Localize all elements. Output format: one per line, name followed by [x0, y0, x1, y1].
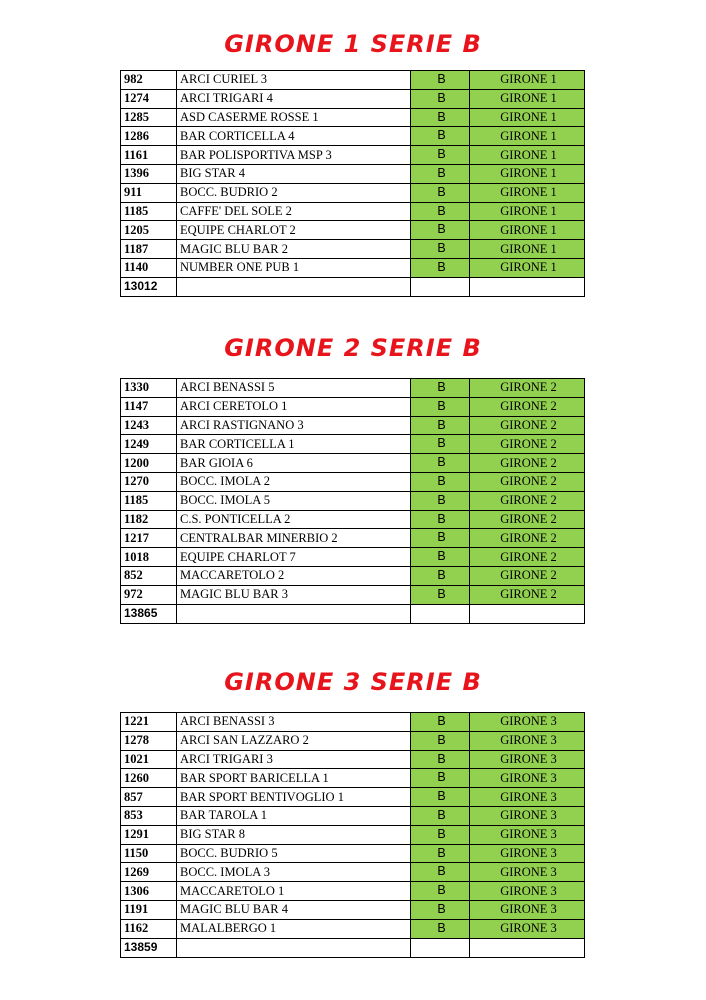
serie-cell: B: [411, 510, 470, 529]
serie-cell: B: [411, 221, 470, 240]
team-code-cell: 1182: [121, 510, 177, 529]
team-name-cell: MAGIC BLU BAR 4: [177, 900, 411, 919]
table-row: [121, 435, 585, 454]
table-row: [121, 202, 585, 221]
group-title: GIRONE 2 SERIE B: [224, 334, 482, 362]
table-row: [121, 844, 585, 863]
team-code-cell: 972: [121, 585, 177, 604]
girone-cell: GIRONE 1: [470, 202, 585, 221]
girone-cell: GIRONE 2: [470, 548, 585, 567]
table-row: [121, 585, 585, 604]
serie-cell: B: [411, 240, 470, 259]
team-name-cell: ARCI TRIGARI 3: [177, 750, 411, 769]
team-code-cell: 1191: [121, 900, 177, 919]
girone-cell: GIRONE 2: [470, 491, 585, 510]
team-code-cell: 1291: [121, 825, 177, 844]
table-row: [121, 472, 585, 491]
team-name-cell: BOCC. IMOLA 5: [177, 491, 411, 510]
group-title: GIRONE 3 SERIE B: [224, 668, 482, 696]
table-row: [121, 806, 585, 825]
empty-cell: [177, 277, 411, 296]
group-title: GIRONE 1 SERIE B: [224, 30, 482, 58]
team-code-cell: 1249: [121, 435, 177, 454]
table-row: [121, 416, 585, 435]
table-row: [121, 882, 585, 901]
team-code-cell: 1396: [121, 164, 177, 183]
girone-cell: GIRONE 1: [470, 240, 585, 259]
team-code-cell: 1161: [121, 146, 177, 165]
team-code-cell: 1286: [121, 127, 177, 146]
table-row: [121, 548, 585, 567]
team-name-cell: ARCI BENASSI 3: [177, 713, 411, 732]
serie-cell: B: [411, 844, 470, 863]
girone-cell: GIRONE 2: [470, 379, 585, 398]
team-code-cell: 1150: [121, 844, 177, 863]
team-code-cell: 1306: [121, 882, 177, 901]
group-table: [120, 712, 585, 958]
empty-cell: [470, 277, 585, 296]
table-row: [121, 258, 585, 277]
serie-cell: B: [411, 435, 470, 454]
team-code-cell: 1278: [121, 731, 177, 750]
serie-cell: B: [411, 491, 470, 510]
serie-cell: B: [411, 258, 470, 277]
table-row: [121, 89, 585, 108]
serie-cell: B: [411, 202, 470, 221]
team-code-cell: 1260: [121, 769, 177, 788]
serie-cell: B: [411, 164, 470, 183]
team-name-cell: BOCC. IMOLA 2: [177, 472, 411, 491]
girone-cell: GIRONE 2: [470, 416, 585, 435]
table-row: [121, 146, 585, 165]
team-code-cell: 1217: [121, 529, 177, 548]
team-name-cell: BAR CORTICELLA 4: [177, 127, 411, 146]
table-row: [121, 454, 585, 473]
empty-cell: [411, 938, 470, 957]
girone-cell: GIRONE 3: [470, 731, 585, 750]
table-row: [121, 127, 585, 146]
girone-cell: GIRONE 2: [470, 435, 585, 454]
team-code-cell: 982: [121, 71, 177, 90]
empty-cell: [411, 277, 470, 296]
girone-cell: GIRONE 1: [470, 108, 585, 127]
empty-cell: [177, 938, 411, 957]
table-row: [121, 566, 585, 585]
team-name-cell: ASD CASERME ROSSE 1: [177, 108, 411, 127]
group-table: [120, 378, 585, 624]
girone-cell: GIRONE 2: [470, 510, 585, 529]
girone-cell: GIRONE 1: [470, 258, 585, 277]
serie-cell: B: [411, 472, 470, 491]
serie-cell: B: [411, 825, 470, 844]
total-row: [121, 277, 585, 296]
team-name-cell: CAFFE' DEL SOLE 2: [177, 202, 411, 221]
team-code-cell: 1269: [121, 863, 177, 882]
team-code-cell: 1140: [121, 258, 177, 277]
serie-cell: B: [411, 585, 470, 604]
team-name-cell: ARCI CERETOLO 1: [177, 397, 411, 416]
empty-cell: [470, 938, 585, 957]
team-name-cell: NUMBER ONE PUB 1: [177, 258, 411, 277]
table-row: [121, 164, 585, 183]
serie-cell: B: [411, 769, 470, 788]
serie-cell: B: [411, 183, 470, 202]
team-code-cell: 1021: [121, 750, 177, 769]
table-row: [121, 713, 585, 732]
serie-cell: B: [411, 454, 470, 473]
team-name-cell: BIG STAR 8: [177, 825, 411, 844]
serie-cell: B: [411, 788, 470, 807]
team-name-cell: C.S. PONTICELLA 2: [177, 510, 411, 529]
team-code-cell: 1162: [121, 919, 177, 938]
team-code-cell: 1205: [121, 221, 177, 240]
team-code-cell: 1221: [121, 713, 177, 732]
girone-cell: GIRONE 1: [470, 164, 585, 183]
serie-cell: B: [411, 397, 470, 416]
serie-cell: B: [411, 750, 470, 769]
girone-cell: GIRONE 3: [470, 806, 585, 825]
team-name-cell: BAR GIOIA 6: [177, 454, 411, 473]
team-name-cell: MALALBERGO 1: [177, 919, 411, 938]
table-row: [121, 731, 585, 750]
total-value-cell: 13012: [121, 277, 177, 296]
table-row: [121, 825, 585, 844]
team-name-cell: ARCI TRIGARI 4: [177, 89, 411, 108]
girone-cell: GIRONE 1: [470, 89, 585, 108]
team-name-cell: BAR POLISPORTIVA MSP 3: [177, 146, 411, 165]
serie-cell: B: [411, 863, 470, 882]
serie-cell: B: [411, 529, 470, 548]
team-name-cell: EQUIPE CHARLOT 7: [177, 548, 411, 567]
team-code-cell: 1274: [121, 89, 177, 108]
team-name-cell: MAGIC BLU BAR 3: [177, 585, 411, 604]
table-row: [121, 769, 585, 788]
girone-cell: GIRONE 2: [470, 529, 585, 548]
girone-cell: GIRONE 1: [470, 146, 585, 165]
serie-cell: B: [411, 731, 470, 750]
team-name-cell: MACCARETOLO 2: [177, 566, 411, 585]
table-row: [121, 221, 585, 240]
group-table: [120, 70, 585, 297]
serie-cell: B: [411, 379, 470, 398]
table-row: [121, 788, 585, 807]
serie-cell: B: [411, 89, 470, 108]
girone-cell: GIRONE 3: [470, 882, 585, 901]
girone-cell: GIRONE 3: [470, 825, 585, 844]
team-name-cell: BAR SPORT BENTIVOGLIO 1: [177, 788, 411, 807]
team-name-cell: EQUIPE CHARLOT 2: [177, 221, 411, 240]
table-row: [121, 863, 585, 882]
serie-cell: B: [411, 416, 470, 435]
total-row: [121, 938, 585, 957]
serie-cell: B: [411, 900, 470, 919]
table-row: [121, 240, 585, 259]
team-code-cell: 1147: [121, 397, 177, 416]
team-name-cell: BOCC. BUDRIO 5: [177, 844, 411, 863]
team-name-cell: MAGIC BLU BAR 2: [177, 240, 411, 259]
total-value-cell: 13865: [121, 604, 177, 623]
girone-cell: GIRONE 2: [470, 472, 585, 491]
team-name-cell: MACCARETOLO 1: [177, 882, 411, 901]
table-row: [121, 183, 585, 202]
team-code-cell: 853: [121, 806, 177, 825]
table-row: [121, 71, 585, 90]
serie-cell: B: [411, 713, 470, 732]
serie-cell: B: [411, 806, 470, 825]
table-row: [121, 108, 585, 127]
girone-cell: GIRONE 1: [470, 221, 585, 240]
girone-cell: GIRONE 3: [470, 863, 585, 882]
girone-cell: GIRONE 3: [470, 750, 585, 769]
serie-cell: B: [411, 108, 470, 127]
team-name-cell: BAR CORTICELLA 1: [177, 435, 411, 454]
table-row: [121, 919, 585, 938]
team-code-cell: 911: [121, 183, 177, 202]
serie-cell: B: [411, 127, 470, 146]
team-code-cell: 1185: [121, 491, 177, 510]
girone-cell: GIRONE 1: [470, 183, 585, 202]
table-row: [121, 900, 585, 919]
girone-cell: GIRONE 3: [470, 788, 585, 807]
team-name-cell: ARCI RASTIGNANO 3: [177, 416, 411, 435]
team-code-cell: 1243: [121, 416, 177, 435]
girone-cell: GIRONE 2: [470, 397, 585, 416]
total-value-cell: 13859: [121, 938, 177, 957]
team-name-cell: ARCI CURIEL 3: [177, 71, 411, 90]
empty-cell: [411, 604, 470, 623]
girone-cell: GIRONE 1: [470, 71, 585, 90]
table-row: [121, 379, 585, 398]
team-code-cell: 1200: [121, 454, 177, 473]
team-code-cell: 857: [121, 788, 177, 807]
team-code-cell: 1285: [121, 108, 177, 127]
girone-cell: GIRONE 2: [470, 454, 585, 473]
team-name-cell: ARCI SAN LAZZARO 2: [177, 731, 411, 750]
team-code-cell: 1270: [121, 472, 177, 491]
girone-cell: GIRONE 2: [470, 585, 585, 604]
serie-cell: B: [411, 548, 470, 567]
serie-cell: B: [411, 919, 470, 938]
serie-cell: B: [411, 71, 470, 90]
team-name-cell: CENTRALBAR MINERBIO 2: [177, 529, 411, 548]
team-name-cell: BIG STAR 4: [177, 164, 411, 183]
girone-cell: GIRONE 2: [470, 566, 585, 585]
serie-cell: B: [411, 146, 470, 165]
table-row: [121, 750, 585, 769]
table-row: [121, 510, 585, 529]
empty-cell: [470, 604, 585, 623]
team-name-cell: BAR SPORT BARICELLA 1: [177, 769, 411, 788]
team-code-cell: 852: [121, 566, 177, 585]
team-code-cell: 1330: [121, 379, 177, 398]
table-row: [121, 529, 585, 548]
table-row: [121, 397, 585, 416]
table-row: [121, 491, 585, 510]
girone-cell: GIRONE 3: [470, 713, 585, 732]
girone-cell: GIRONE 3: [470, 919, 585, 938]
team-name-cell: BOCC. BUDRIO 2: [177, 183, 411, 202]
total-row: [121, 604, 585, 623]
team-code-cell: 1185: [121, 202, 177, 221]
team-name-cell: BAR TAROLA 1: [177, 806, 411, 825]
team-name-cell: ARCI BENASSI 5: [177, 379, 411, 398]
serie-cell: B: [411, 566, 470, 585]
team-code-cell: 1018: [121, 548, 177, 567]
team-name-cell: BOCC. IMOLA 3: [177, 863, 411, 882]
empty-cell: [177, 604, 411, 623]
girone-cell: GIRONE 1: [470, 127, 585, 146]
serie-cell: B: [411, 882, 470, 901]
team-code-cell: 1187: [121, 240, 177, 259]
girone-cell: GIRONE 3: [470, 769, 585, 788]
girone-cell: GIRONE 3: [470, 900, 585, 919]
girone-cell: GIRONE 3: [470, 844, 585, 863]
